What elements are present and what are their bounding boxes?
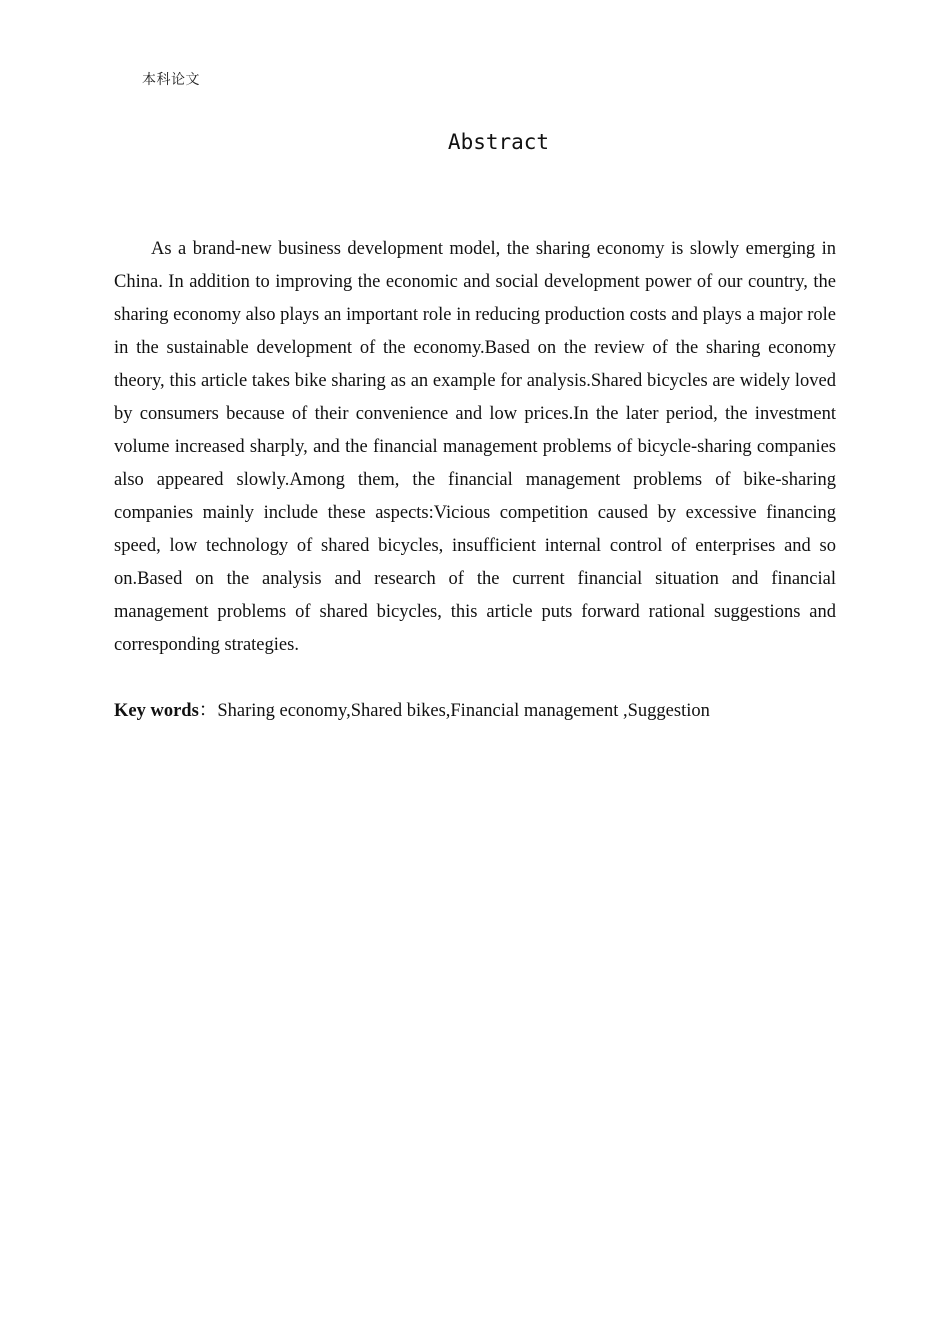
keywords-line: [114, 697, 836, 725]
abstract-paragraph: As a brand-new business development model, the sharing economy is slowly emerging in China. In addition to improving the economic and social development power of our country, the sharing economy also plays an important role in reducing production costs and plays a major role in the sustainable development of the economy.Based on the review of the sharing economy theory, this article takes bike sharing as an example for analysis.Shared bicycles are widely loved by consumers because of their convenience and low prices.In the later period, the investment volume increased sharply, and the financial management problems of bicycle-sharing companies also appeared slowly.Among them, the financial management problems of bike-sharing companies mainly include these aspects:Vicious competition caused by excessive financing speed, low technology of shared bicycles, insufficient internal control of enterprises and so on.Based on the analysis and research of the current financial situation and financial management problems of shared bicycles, this article puts forward rational suggestions and corresponding strategies.: [114, 239, 836, 655]
page-title: Abstract: [447, 130, 550, 154]
keywords-separator: ：: [198, 701, 218, 721]
keywords-label: Key words: [114, 701, 199, 721]
running-header: 本科论文: [142, 72, 200, 88]
keywords-list: Sharing economy,Shared bikes,Financial management ,Suggestion: [217, 701, 710, 721]
